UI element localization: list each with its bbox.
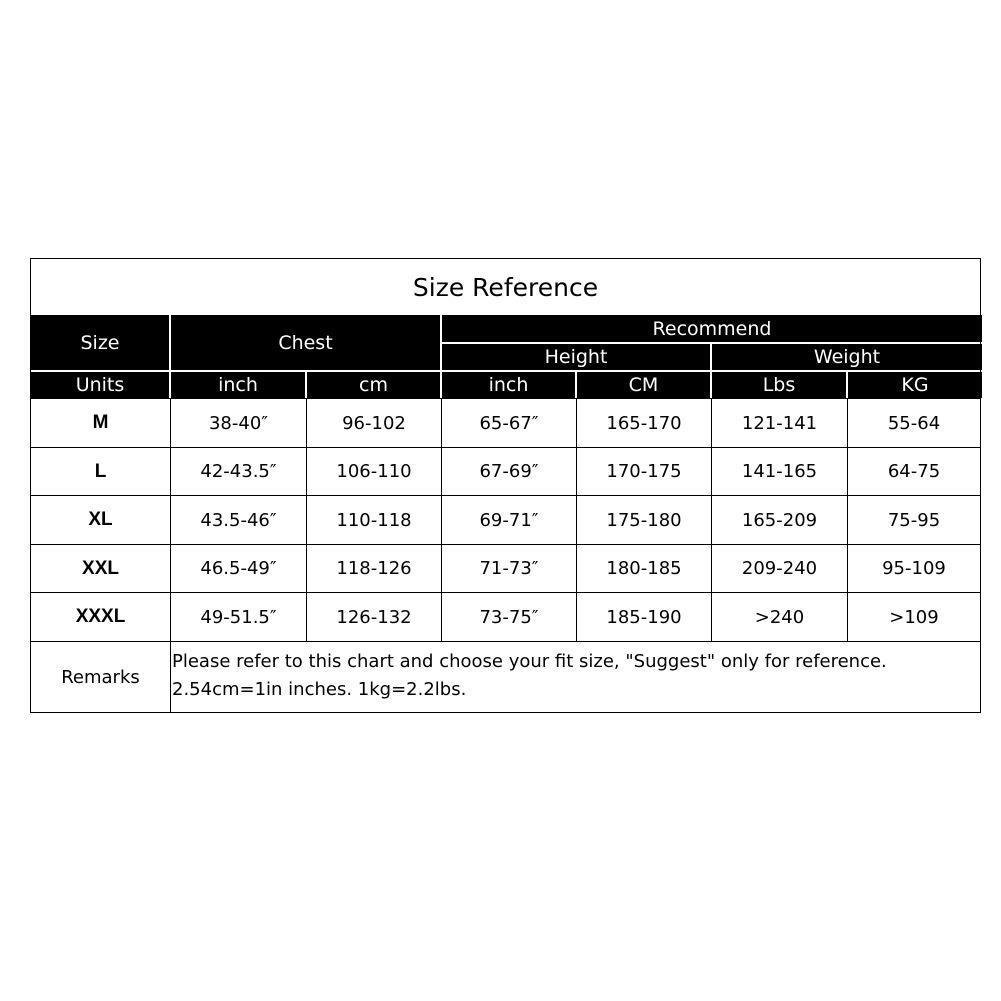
- chest-inch-cell: 43.5-46″: [170, 496, 306, 544]
- unit-chest-inch: inch: [171, 372, 305, 398]
- size-cell: L: [94, 460, 107, 482]
- chart-title: Size Reference: [412, 272, 599, 302]
- size-cell: XL: [88, 509, 113, 530]
- height-inch-cell: 67-69″: [441, 448, 576, 495]
- weight-kg-cell: 95-109: [847, 545, 980, 592]
- chest-cm-cell: 106-110: [306, 448, 441, 495]
- weight-kg-cell: 55-64: [847, 399, 980, 447]
- height-cm-cell: 185-190: [576, 593, 711, 641]
- unit-height-cm: CM: [577, 372, 710, 398]
- header-chest: Chest: [171, 315, 440, 370]
- chest-cm-cell: 110-118: [306, 496, 441, 544]
- remarks-row: [31, 641, 980, 712]
- header-height: Height: [442, 344, 710, 370]
- height-inch-cell: 71-73″: [441, 545, 576, 592]
- weight-lbs-cell: 209-240: [711, 545, 847, 592]
- remarks-line-2: 2.54cm=1in inches. 1kg=2.2lbs.: [172, 679, 467, 700]
- height-inch-cell: 69-71″: [441, 496, 576, 544]
- table-row: [31, 398, 980, 447]
- unit-height-inch: inch: [442, 372, 575, 398]
- chest-inch-cell: 49-51.5″: [170, 593, 306, 641]
- weight-kg-cell: >109: [847, 593, 980, 641]
- size-chart-table: [30, 258, 981, 713]
- unit-weight-lbs: Lbs: [712, 372, 846, 398]
- header-weight: Weight: [712, 344, 982, 370]
- weight-lbs-cell: 141-165: [711, 448, 847, 495]
- remarks-label: Remarks: [61, 666, 140, 688]
- height-cm-cell: 165-170: [576, 399, 711, 447]
- height-cm-cell: 175-180: [576, 496, 711, 544]
- table-row: [31, 592, 980, 641]
- chest-cm-cell: 96-102: [306, 399, 441, 447]
- header-recommend: Recommend: [442, 315, 982, 342]
- chest-cm-cell: 126-132: [306, 593, 441, 641]
- units-label: Units: [31, 372, 169, 398]
- size-cell: XXL: [82, 557, 119, 579]
- table-row: [31, 544, 980, 592]
- weight-lbs-cell: >240: [711, 593, 847, 641]
- remarks-text: [172, 648, 972, 704]
- table-row: [31, 495, 980, 544]
- chest-inch-cell: 46.5-49″: [170, 545, 306, 592]
- chest-inch-cell: 38-40″: [170, 399, 306, 447]
- size-cell: XXXL: [75, 606, 126, 627]
- header-size: Size: [31, 315, 169, 370]
- table-row: [31, 447, 980, 495]
- height-inch-cell: 73-75″: [441, 593, 576, 641]
- chest-cm-cell: 118-126: [306, 545, 441, 592]
- unit-weight-kg: KG: [848, 372, 982, 398]
- remarks-line-1: Please refer to this chart and choose your fit size, "Suggest" only for reference.: [172, 651, 887, 672]
- height-cm-cell: 180-185: [576, 545, 711, 592]
- height-inch-cell: 65-67″: [441, 399, 576, 447]
- weight-kg-cell: 64-75: [847, 448, 980, 495]
- weight-lbs-cell: 121-141: [711, 399, 847, 447]
- unit-chest-cm: cm: [307, 372, 440, 398]
- size-cell: M: [92, 412, 109, 433]
- weight-lbs-cell: 165-209: [711, 496, 847, 544]
- weight-kg-cell: 75-95: [847, 496, 980, 544]
- chest-inch-cell: 42-43.5″: [170, 448, 306, 495]
- height-cm-cell: 170-175: [576, 448, 711, 495]
